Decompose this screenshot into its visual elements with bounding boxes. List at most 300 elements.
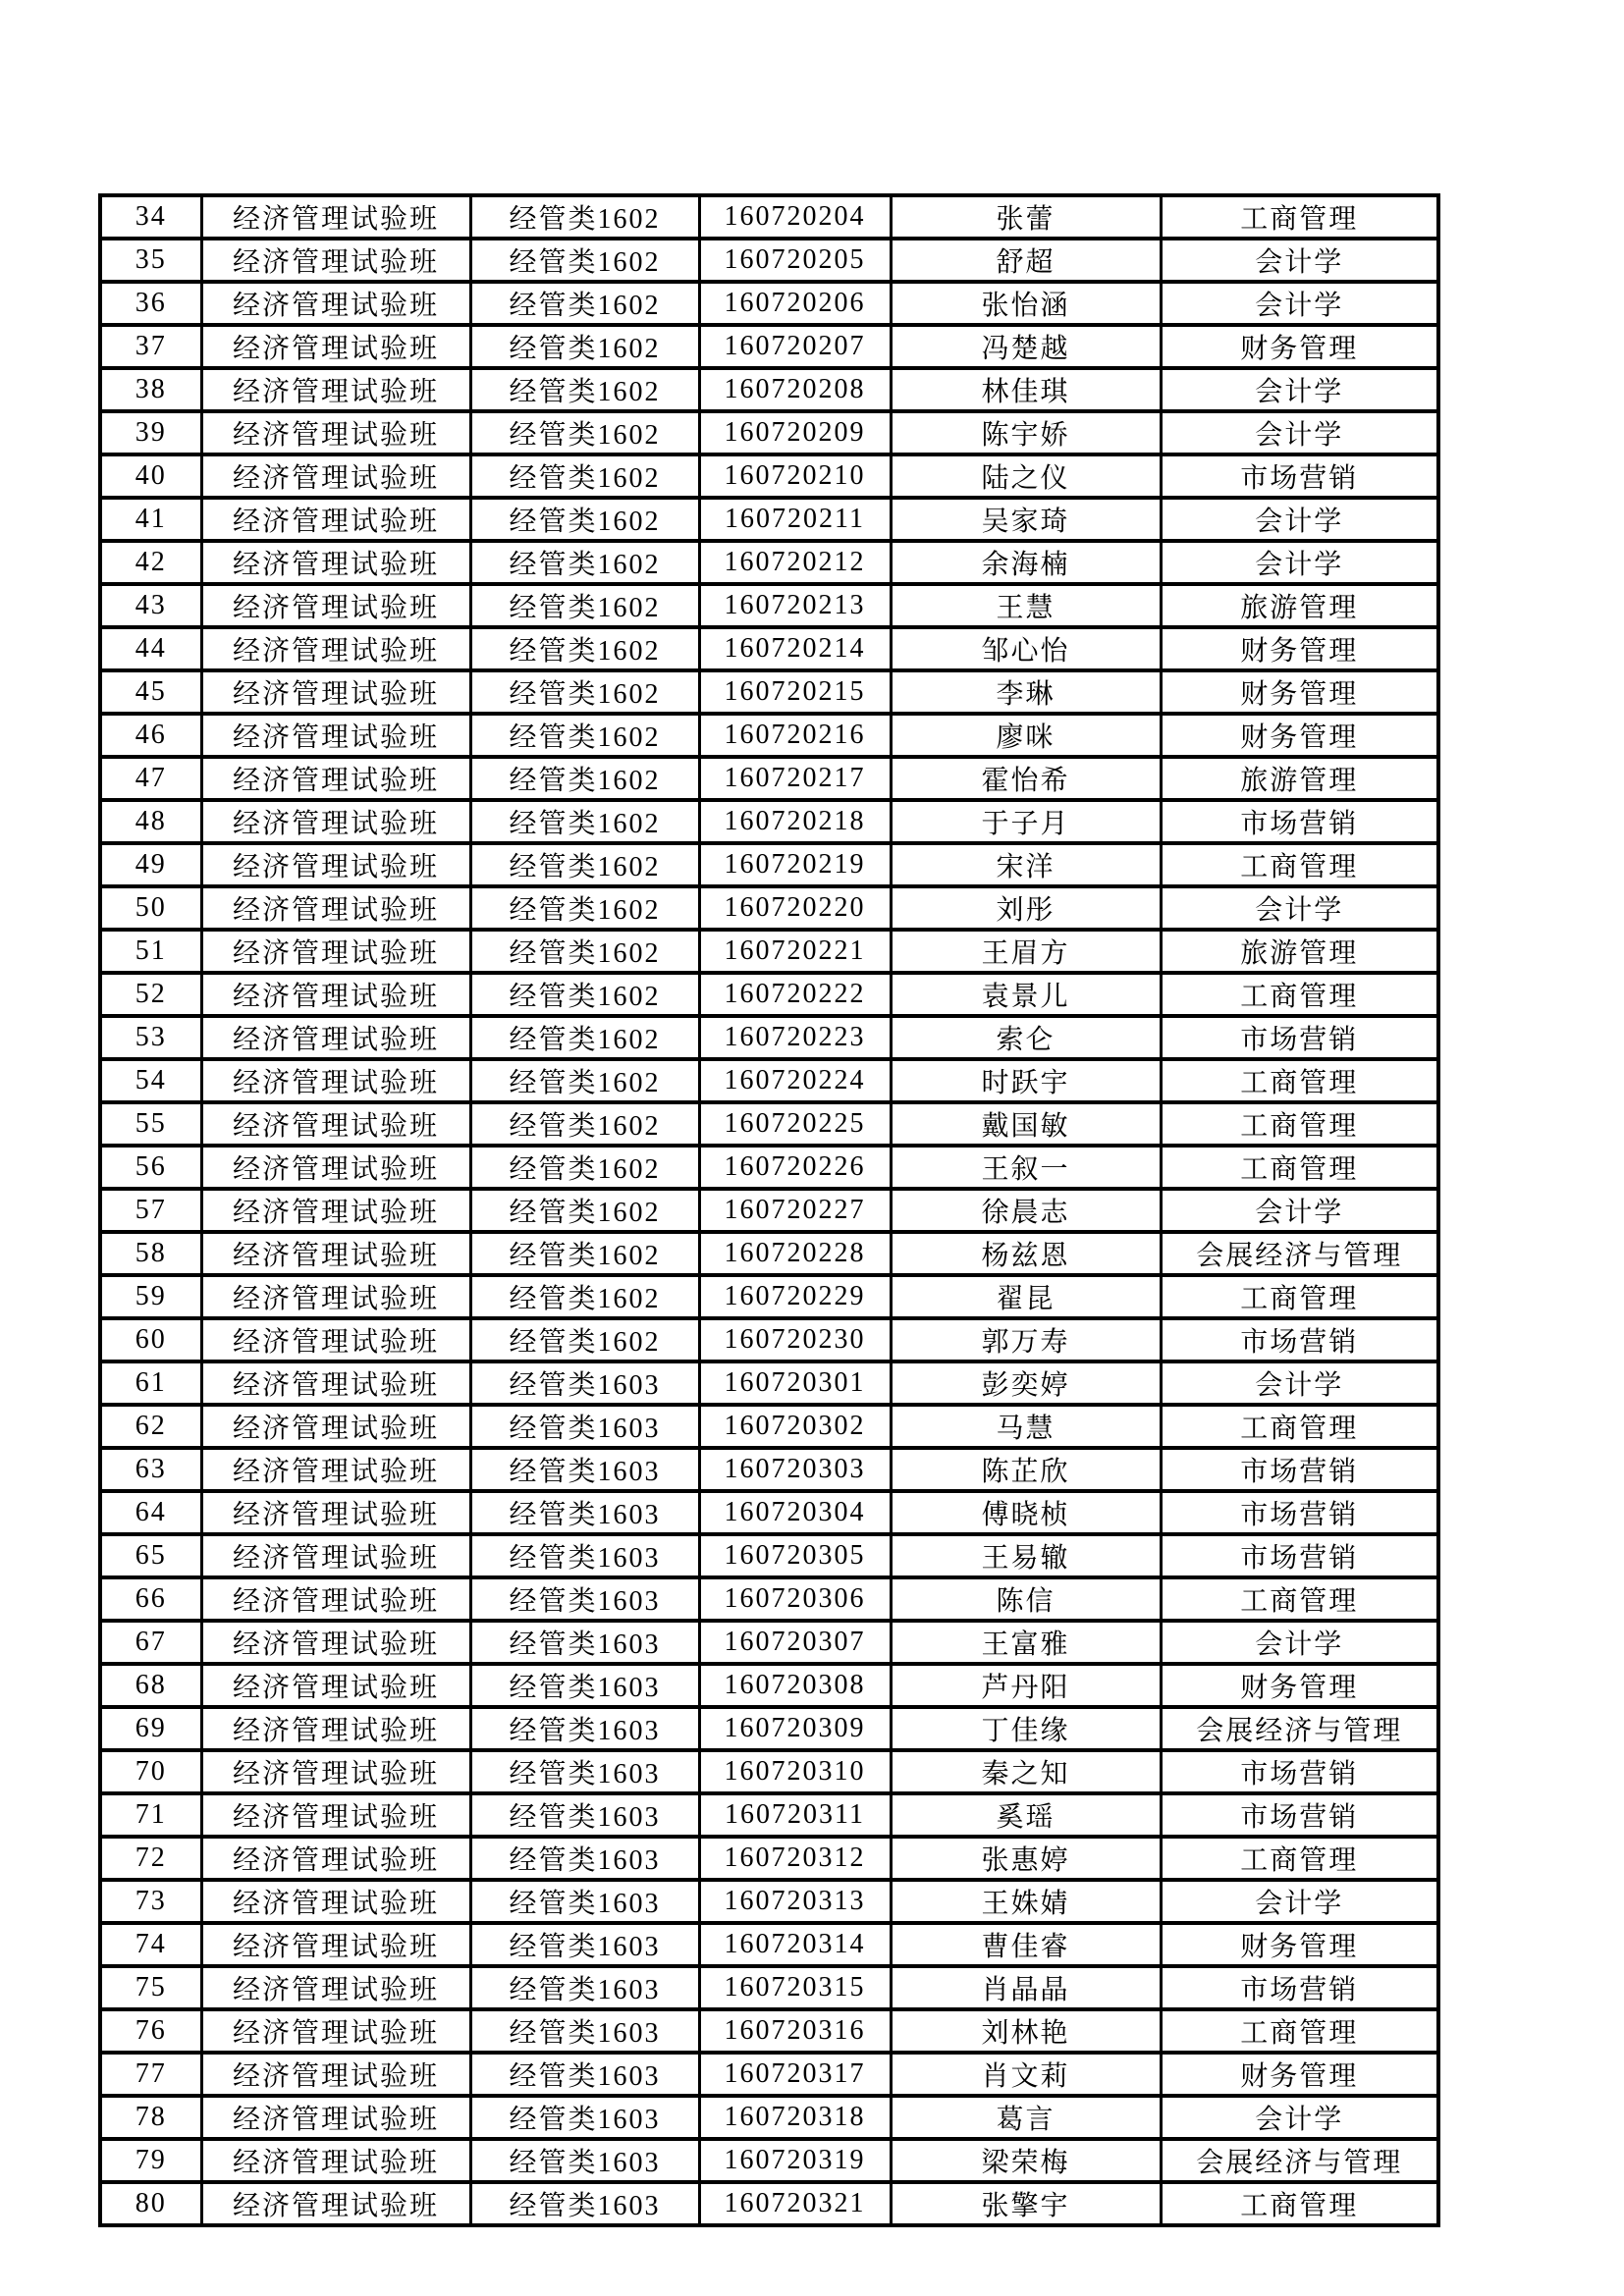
row-number-cell: 41 bbox=[100, 498, 201, 541]
major-cell: 财务管理 bbox=[1161, 2053, 1438, 2096]
table-row bbox=[100, 1448, 1438, 1491]
program-name-cell: 经济管理试验班 bbox=[201, 1405, 470, 1448]
table-row bbox=[100, 800, 1438, 843]
student-id-cell: 160720319 bbox=[699, 2139, 891, 2182]
program-name-cell: 经济管理试验班 bbox=[201, 282, 470, 325]
student-id-cell: 160720314 bbox=[699, 1923, 891, 1966]
row-number-cell: 52 bbox=[100, 973, 201, 1016]
class-name-cell: 经管类1603 bbox=[470, 1837, 699, 1880]
program-name-cell: 经济管理试验班 bbox=[201, 1318, 470, 1362]
row-number-cell: 45 bbox=[100, 670, 201, 714]
student-name-cell: 吴家琦 bbox=[891, 498, 1161, 541]
row-number-cell: 49 bbox=[100, 843, 201, 886]
row-number-cell: 40 bbox=[100, 454, 201, 498]
class-name-cell: 经管类1602 bbox=[470, 973, 699, 1016]
student-name-cell: 王易辙 bbox=[891, 1534, 1161, 1577]
program-name-cell: 经济管理试验班 bbox=[201, 2182, 470, 2225]
class-name-cell: 经管类1603 bbox=[470, 1577, 699, 1621]
student-id-cell: 160720313 bbox=[699, 1880, 891, 1923]
program-name-cell: 经济管理试验班 bbox=[201, 2053, 470, 2096]
table-row bbox=[100, 1232, 1438, 1275]
row-number-cell: 44 bbox=[100, 627, 201, 670]
row-number-cell: 68 bbox=[100, 1664, 201, 1707]
table-row bbox=[100, 1793, 1438, 1837]
major-cell: 会展经济与管理 bbox=[1161, 1707, 1438, 1750]
row-number-cell: 36 bbox=[100, 282, 201, 325]
table-row bbox=[100, 1577, 1438, 1621]
student-id-cell: 160720215 bbox=[699, 670, 891, 714]
major-cell: 市场营销 bbox=[1161, 1534, 1438, 1577]
student-id-cell: 160720321 bbox=[699, 2182, 891, 2225]
row-number-cell: 47 bbox=[100, 757, 201, 800]
major-cell: 财务管理 bbox=[1161, 670, 1438, 714]
class-name-cell: 经管类1603 bbox=[470, 1707, 699, 1750]
class-name-cell: 经管类1602 bbox=[470, 886, 699, 930]
student-name-cell: 索仑 bbox=[891, 1016, 1161, 1059]
row-number-cell: 58 bbox=[100, 1232, 201, 1275]
table-row bbox=[100, 325, 1438, 368]
major-cell: 会计学 bbox=[1161, 886, 1438, 930]
class-name-cell: 经管类1602 bbox=[470, 670, 699, 714]
program-name-cell: 经济管理试验班 bbox=[201, 1059, 470, 1102]
student-id-cell: 160720217 bbox=[699, 757, 891, 800]
class-name-cell: 经管类1603 bbox=[470, 1750, 699, 1793]
program-name-cell: 经济管理试验班 bbox=[201, 973, 470, 1016]
class-name-cell: 经管类1603 bbox=[470, 1405, 699, 1448]
table-row bbox=[100, 886, 1438, 930]
program-name-cell: 经济管理试验班 bbox=[201, 1102, 470, 1146]
student-name-cell: 于子月 bbox=[891, 800, 1161, 843]
student-id-cell: 160720220 bbox=[699, 886, 891, 930]
program-name-cell: 经济管理试验班 bbox=[201, 239, 470, 282]
table-row bbox=[100, 930, 1438, 973]
table-row bbox=[100, 1534, 1438, 1577]
student-name-cell: 杨兹恩 bbox=[891, 1232, 1161, 1275]
major-cell: 工商管理 bbox=[1161, 973, 1438, 1016]
class-name-cell: 经管类1603 bbox=[470, 1923, 699, 1966]
row-number-cell: 57 bbox=[100, 1189, 201, 1232]
program-name-cell: 经济管理试验班 bbox=[201, 1232, 470, 1275]
program-name-cell: 经济管理试验班 bbox=[201, 584, 470, 627]
row-number-cell: 51 bbox=[100, 930, 201, 973]
program-name-cell: 经济管理试验班 bbox=[201, 1880, 470, 1923]
program-name-cell: 经济管理试验班 bbox=[201, 1923, 470, 1966]
class-name-cell: 经管类1602 bbox=[470, 584, 699, 627]
table-row bbox=[100, 670, 1438, 714]
student-name-cell: 张擎宇 bbox=[891, 2182, 1161, 2225]
row-number-cell: 78 bbox=[100, 2096, 201, 2139]
row-number-cell: 42 bbox=[100, 541, 201, 584]
major-cell: 工商管理 bbox=[1161, 2182, 1438, 2225]
program-name-cell: 经济管理试验班 bbox=[201, 1362, 470, 1405]
student-name-cell: 邹心怡 bbox=[891, 627, 1161, 670]
class-name-cell: 经管类1603 bbox=[470, 1621, 699, 1664]
student-id-cell: 160720227 bbox=[699, 1189, 891, 1232]
row-number-cell: 65 bbox=[100, 1534, 201, 1577]
class-name-cell: 经管类1602 bbox=[470, 411, 699, 454]
major-cell: 旅游管理 bbox=[1161, 930, 1438, 973]
student-name-cell: 肖文莉 bbox=[891, 2053, 1161, 2096]
student-name-cell: 时跃宇 bbox=[891, 1059, 1161, 1102]
student-id-cell: 160720218 bbox=[699, 800, 891, 843]
table-row bbox=[100, 195, 1438, 239]
major-cell: 市场营销 bbox=[1161, 1448, 1438, 1491]
major-cell: 工商管理 bbox=[1161, 2009, 1438, 2053]
major-cell: 市场营销 bbox=[1161, 800, 1438, 843]
major-cell: 市场营销 bbox=[1161, 1491, 1438, 1534]
table-row bbox=[100, 584, 1438, 627]
student-name-cell: 翟昆 bbox=[891, 1275, 1161, 1318]
table-row bbox=[100, 973, 1438, 1016]
row-number-cell: 72 bbox=[100, 1837, 201, 1880]
table-row bbox=[100, 2182, 1438, 2225]
row-number-cell: 70 bbox=[100, 1750, 201, 1793]
major-cell: 会计学 bbox=[1161, 1362, 1438, 1405]
row-number-cell: 50 bbox=[100, 886, 201, 930]
student-name-cell: 陆之仪 bbox=[891, 454, 1161, 498]
class-name-cell: 经管类1602 bbox=[470, 1102, 699, 1146]
row-number-cell: 77 bbox=[100, 2053, 201, 2096]
class-name-cell: 经管类1602 bbox=[470, 1318, 699, 1362]
program-name-cell: 经济管理试验班 bbox=[201, 1707, 470, 1750]
student-id-cell: 160720301 bbox=[699, 1362, 891, 1405]
class-name-cell: 经管类1603 bbox=[470, 1664, 699, 1707]
row-number-cell: 37 bbox=[100, 325, 201, 368]
program-name-cell: 经济管理试验班 bbox=[201, 930, 470, 973]
program-name-cell: 经济管理试验班 bbox=[201, 368, 470, 411]
row-number-cell: 35 bbox=[100, 239, 201, 282]
student-id-cell: 160720226 bbox=[699, 1146, 891, 1189]
table-row bbox=[100, 368, 1438, 411]
student-name-cell: 葛言 bbox=[891, 2096, 1161, 2139]
table-row bbox=[100, 1016, 1438, 1059]
student-name-cell: 霍怡希 bbox=[891, 757, 1161, 800]
program-name-cell: 经济管理试验班 bbox=[201, 714, 470, 757]
student-name-cell: 徐晨志 bbox=[891, 1189, 1161, 1232]
major-cell: 会计学 bbox=[1161, 1621, 1438, 1664]
class-name-cell: 经管类1602 bbox=[470, 1146, 699, 1189]
class-name-cell: 经管类1602 bbox=[470, 195, 699, 239]
table-row bbox=[100, 627, 1438, 670]
major-cell: 工商管理 bbox=[1161, 1837, 1438, 1880]
student-id-cell: 160720229 bbox=[699, 1275, 891, 1318]
table-row bbox=[100, 411, 1438, 454]
row-number-cell: 46 bbox=[100, 714, 201, 757]
table-row bbox=[100, 498, 1438, 541]
class-name-cell: 经管类1602 bbox=[470, 239, 699, 282]
class-name-cell: 经管类1602 bbox=[470, 498, 699, 541]
student-name-cell: 刘林艳 bbox=[891, 2009, 1161, 2053]
row-number-cell: 80 bbox=[100, 2182, 201, 2225]
student-id-cell: 160720316 bbox=[699, 2009, 891, 2053]
program-name-cell: 经济管理试验班 bbox=[201, 1793, 470, 1837]
student-name-cell: 陈信 bbox=[891, 1577, 1161, 1621]
student-id-cell: 160720311 bbox=[699, 1793, 891, 1837]
program-name-cell: 经济管理试验班 bbox=[201, 1534, 470, 1577]
program-name-cell: 经济管理试验班 bbox=[201, 1837, 470, 1880]
major-cell: 市场营销 bbox=[1161, 454, 1438, 498]
program-name-cell: 经济管理试验班 bbox=[201, 2139, 470, 2182]
student-id-cell: 160720216 bbox=[699, 714, 891, 757]
student-name-cell: 马慧 bbox=[891, 1405, 1161, 1448]
student-id-cell: 160720221 bbox=[699, 930, 891, 973]
student-id-cell: 160720230 bbox=[699, 1318, 891, 1362]
student-name-cell: 冯楚越 bbox=[891, 325, 1161, 368]
row-number-cell: 69 bbox=[100, 1707, 201, 1750]
student-id-cell: 160720210 bbox=[699, 454, 891, 498]
class-name-cell: 经管类1602 bbox=[470, 1232, 699, 1275]
table-row bbox=[100, 454, 1438, 498]
major-cell: 市场营销 bbox=[1161, 1793, 1438, 1837]
student-name-cell: 梁荣梅 bbox=[891, 2139, 1161, 2182]
table-row bbox=[100, 1491, 1438, 1534]
row-number-cell: 48 bbox=[100, 800, 201, 843]
major-cell: 工商管理 bbox=[1161, 1275, 1438, 1318]
student-name-cell: 曹佳睿 bbox=[891, 1923, 1161, 1966]
major-cell: 工商管理 bbox=[1161, 843, 1438, 886]
major-cell: 会计学 bbox=[1161, 1189, 1438, 1232]
table-row bbox=[100, 1837, 1438, 1880]
class-name-cell: 经管类1602 bbox=[470, 843, 699, 886]
program-name-cell: 经济管理试验班 bbox=[201, 1966, 470, 2009]
row-number-cell: 38 bbox=[100, 368, 201, 411]
class-name-cell: 经管类1603 bbox=[470, 1362, 699, 1405]
class-name-cell: 经管类1603 bbox=[470, 1880, 699, 1923]
major-cell: 会展经济与管理 bbox=[1161, 1232, 1438, 1275]
program-name-cell: 经济管理试验班 bbox=[201, 1146, 470, 1189]
student-name-cell: 秦之知 bbox=[891, 1750, 1161, 1793]
row-number-cell: 64 bbox=[100, 1491, 201, 1534]
class-name-cell: 经管类1602 bbox=[470, 1016, 699, 1059]
student-id-cell: 160720304 bbox=[699, 1491, 891, 1534]
major-cell: 财务管理 bbox=[1161, 714, 1438, 757]
student-id-cell: 160720317 bbox=[699, 2053, 891, 2096]
program-name-cell: 经济管理试验班 bbox=[201, 1448, 470, 1491]
row-number-cell: 60 bbox=[100, 1318, 201, 1362]
class-name-cell: 经管类1602 bbox=[470, 800, 699, 843]
table-row bbox=[100, 714, 1438, 757]
student-name-cell: 王富雅 bbox=[891, 1621, 1161, 1664]
major-cell: 旅游管理 bbox=[1161, 757, 1438, 800]
major-cell: 市场营销 bbox=[1161, 1750, 1438, 1793]
program-name-cell: 经济管理试验班 bbox=[201, 498, 470, 541]
table-row bbox=[100, 1318, 1438, 1362]
program-name-cell: 经济管理试验班 bbox=[201, 670, 470, 714]
program-name-cell: 经济管理试验班 bbox=[201, 2009, 470, 2053]
student-name-cell: 刘彤 bbox=[891, 886, 1161, 930]
program-name-cell: 经济管理试验班 bbox=[201, 1621, 470, 1664]
program-name-cell: 经济管理试验班 bbox=[201, 1491, 470, 1534]
student-name-cell: 王姝婧 bbox=[891, 1880, 1161, 1923]
row-number-cell: 55 bbox=[100, 1102, 201, 1146]
class-name-cell: 经管类1602 bbox=[470, 454, 699, 498]
student-id-cell: 160720309 bbox=[699, 1707, 891, 1750]
major-cell: 工商管理 bbox=[1161, 1146, 1438, 1189]
student-id-cell: 160720214 bbox=[699, 627, 891, 670]
student-name-cell: 丁佳缘 bbox=[891, 1707, 1161, 1750]
row-number-cell: 43 bbox=[100, 584, 201, 627]
roster-body bbox=[100, 195, 1438, 2225]
program-name-cell: 经济管理试验班 bbox=[201, 1664, 470, 1707]
class-name-cell: 经管类1602 bbox=[470, 325, 699, 368]
program-name-cell: 经济管理试验班 bbox=[201, 800, 470, 843]
table-row bbox=[100, 1146, 1438, 1189]
table-row bbox=[100, 1707, 1438, 1750]
student-name-cell: 张怡涵 bbox=[891, 282, 1161, 325]
class-name-cell: 经管类1602 bbox=[470, 930, 699, 973]
program-name-cell: 经济管理试验班 bbox=[201, 627, 470, 670]
student-name-cell: 舒超 bbox=[891, 239, 1161, 282]
table-row bbox=[100, 282, 1438, 325]
student-name-cell: 王慧 bbox=[891, 584, 1161, 627]
program-name-cell: 经济管理试验班 bbox=[201, 843, 470, 886]
table-row bbox=[100, 2096, 1438, 2139]
class-name-cell: 经管类1602 bbox=[470, 627, 699, 670]
class-name-cell: 经管类1603 bbox=[470, 2053, 699, 2096]
table-row bbox=[100, 1621, 1438, 1664]
program-name-cell: 经济管理试验班 bbox=[201, 757, 470, 800]
student-id-cell: 160720318 bbox=[699, 2096, 891, 2139]
row-number-cell: 56 bbox=[100, 1146, 201, 1189]
class-name-cell: 经管类1602 bbox=[470, 368, 699, 411]
major-cell: 市场营销 bbox=[1161, 1016, 1438, 1059]
row-number-cell: 39 bbox=[100, 411, 201, 454]
program-name-cell: 经济管理试验班 bbox=[201, 886, 470, 930]
student-name-cell: 陈宇娇 bbox=[891, 411, 1161, 454]
student-id-cell: 160720207 bbox=[699, 325, 891, 368]
major-cell: 财务管理 bbox=[1161, 627, 1438, 670]
row-number-cell: 66 bbox=[100, 1577, 201, 1621]
student-name-cell: 张蕾 bbox=[891, 195, 1161, 239]
student-id-cell: 160720211 bbox=[699, 498, 891, 541]
table-row bbox=[100, 1923, 1438, 1966]
table-row bbox=[100, 239, 1438, 282]
major-cell: 会计学 bbox=[1161, 541, 1438, 584]
student-name-cell: 陈芷欣 bbox=[891, 1448, 1161, 1491]
table-row bbox=[100, 1275, 1438, 1318]
table-row bbox=[100, 1750, 1438, 1793]
student-id-cell: 160720306 bbox=[699, 1577, 891, 1621]
major-cell: 会计学 bbox=[1161, 2096, 1438, 2139]
major-cell: 旅游管理 bbox=[1161, 584, 1438, 627]
class-name-cell: 经管类1602 bbox=[470, 1275, 699, 1318]
table-row bbox=[100, 1189, 1438, 1232]
student-id-cell: 160720205 bbox=[699, 239, 891, 282]
student-id-cell: 160720228 bbox=[699, 1232, 891, 1275]
student-id-cell: 160720310 bbox=[699, 1750, 891, 1793]
student-id-cell: 160720315 bbox=[699, 1966, 891, 2009]
student-id-cell: 160720206 bbox=[699, 282, 891, 325]
student-id-cell: 160720209 bbox=[699, 411, 891, 454]
student-id-cell: 160720305 bbox=[699, 1534, 891, 1577]
program-name-cell: 经济管理试验班 bbox=[201, 1750, 470, 1793]
student-id-cell: 160720307 bbox=[699, 1621, 891, 1664]
student-name-cell: 王叙一 bbox=[891, 1146, 1161, 1189]
row-number-cell: 59 bbox=[100, 1275, 201, 1318]
student-id-cell: 160720312 bbox=[699, 1837, 891, 1880]
class-name-cell: 经管类1603 bbox=[470, 2096, 699, 2139]
major-cell: 市场营销 bbox=[1161, 1966, 1438, 2009]
program-name-cell: 经济管理试验班 bbox=[201, 195, 470, 239]
row-number-cell: 75 bbox=[100, 1966, 201, 2009]
student-id-cell: 160720224 bbox=[699, 1059, 891, 1102]
table-row bbox=[100, 1362, 1438, 1405]
student-name-cell: 郭万寿 bbox=[891, 1318, 1161, 1362]
student-id-cell: 160720204 bbox=[699, 195, 891, 239]
student-name-cell: 肖晶晶 bbox=[891, 1966, 1161, 2009]
program-name-cell: 经济管理试验班 bbox=[201, 1189, 470, 1232]
student-id-cell: 160720212 bbox=[699, 541, 891, 584]
class-name-cell: 经管类1603 bbox=[470, 1491, 699, 1534]
class-name-cell: 经管类1602 bbox=[470, 1059, 699, 1102]
student-id-cell: 160720208 bbox=[699, 368, 891, 411]
row-number-cell: 61 bbox=[100, 1362, 201, 1405]
major-cell: 会计学 bbox=[1161, 239, 1438, 282]
table-row bbox=[100, 1880, 1438, 1923]
student-id-cell: 160720223 bbox=[699, 1016, 891, 1059]
table-row bbox=[100, 1102, 1438, 1146]
class-name-cell: 经管类1602 bbox=[470, 714, 699, 757]
class-name-cell: 经管类1602 bbox=[470, 757, 699, 800]
major-cell: 会计学 bbox=[1161, 498, 1438, 541]
major-cell: 会计学 bbox=[1161, 282, 1438, 325]
table-row bbox=[100, 757, 1438, 800]
table-row bbox=[100, 843, 1438, 886]
student-id-cell: 160720213 bbox=[699, 584, 891, 627]
row-number-cell: 54 bbox=[100, 1059, 201, 1102]
student-id-cell: 160720303 bbox=[699, 1448, 891, 1491]
class-name-cell: 经管类1603 bbox=[470, 1534, 699, 1577]
major-cell: 工商管理 bbox=[1161, 195, 1438, 239]
row-number-cell: 53 bbox=[100, 1016, 201, 1059]
major-cell: 财务管理 bbox=[1161, 325, 1438, 368]
table-row bbox=[100, 1966, 1438, 2009]
major-cell: 会计学 bbox=[1161, 368, 1438, 411]
student-name-cell: 林佳琪 bbox=[891, 368, 1161, 411]
student-name-cell: 彭奕婷 bbox=[891, 1362, 1161, 1405]
program-name-cell: 经济管理试验班 bbox=[201, 1577, 470, 1621]
table-row bbox=[100, 2139, 1438, 2182]
class-name-cell: 经管类1602 bbox=[470, 282, 699, 325]
row-number-cell: 79 bbox=[100, 2139, 201, 2182]
student-id-cell: 160720308 bbox=[699, 1664, 891, 1707]
program-name-cell: 经济管理试验班 bbox=[201, 2096, 470, 2139]
student-name-cell: 宋洋 bbox=[891, 843, 1161, 886]
class-name-cell: 经管类1602 bbox=[470, 541, 699, 584]
major-cell: 工商管理 bbox=[1161, 1102, 1438, 1146]
major-cell: 会计学 bbox=[1161, 1880, 1438, 1923]
student-name-cell: 奚瑶 bbox=[891, 1793, 1161, 1837]
program-name-cell: 经济管理试验班 bbox=[201, 325, 470, 368]
student-name-cell: 王眉方 bbox=[891, 930, 1161, 973]
student-id-cell: 160720302 bbox=[699, 1405, 891, 1448]
major-cell: 市场营销 bbox=[1161, 1318, 1438, 1362]
class-name-cell: 经管类1603 bbox=[470, 1966, 699, 2009]
major-cell: 会展经济与管理 bbox=[1161, 2139, 1438, 2182]
class-name-cell: 经管类1603 bbox=[470, 2182, 699, 2225]
table-row bbox=[100, 1405, 1438, 1448]
student-name-cell: 廖咪 bbox=[891, 714, 1161, 757]
table-row bbox=[100, 2009, 1438, 2053]
major-cell: 工商管理 bbox=[1161, 1577, 1438, 1621]
table-row bbox=[100, 1664, 1438, 1707]
table-row bbox=[100, 2053, 1438, 2096]
row-number-cell: 34 bbox=[100, 195, 201, 239]
class-name-cell: 经管类1603 bbox=[470, 1793, 699, 1837]
major-cell: 工商管理 bbox=[1161, 1059, 1438, 1102]
row-number-cell: 63 bbox=[100, 1448, 201, 1491]
class-name-cell: 经管类1602 bbox=[470, 1189, 699, 1232]
